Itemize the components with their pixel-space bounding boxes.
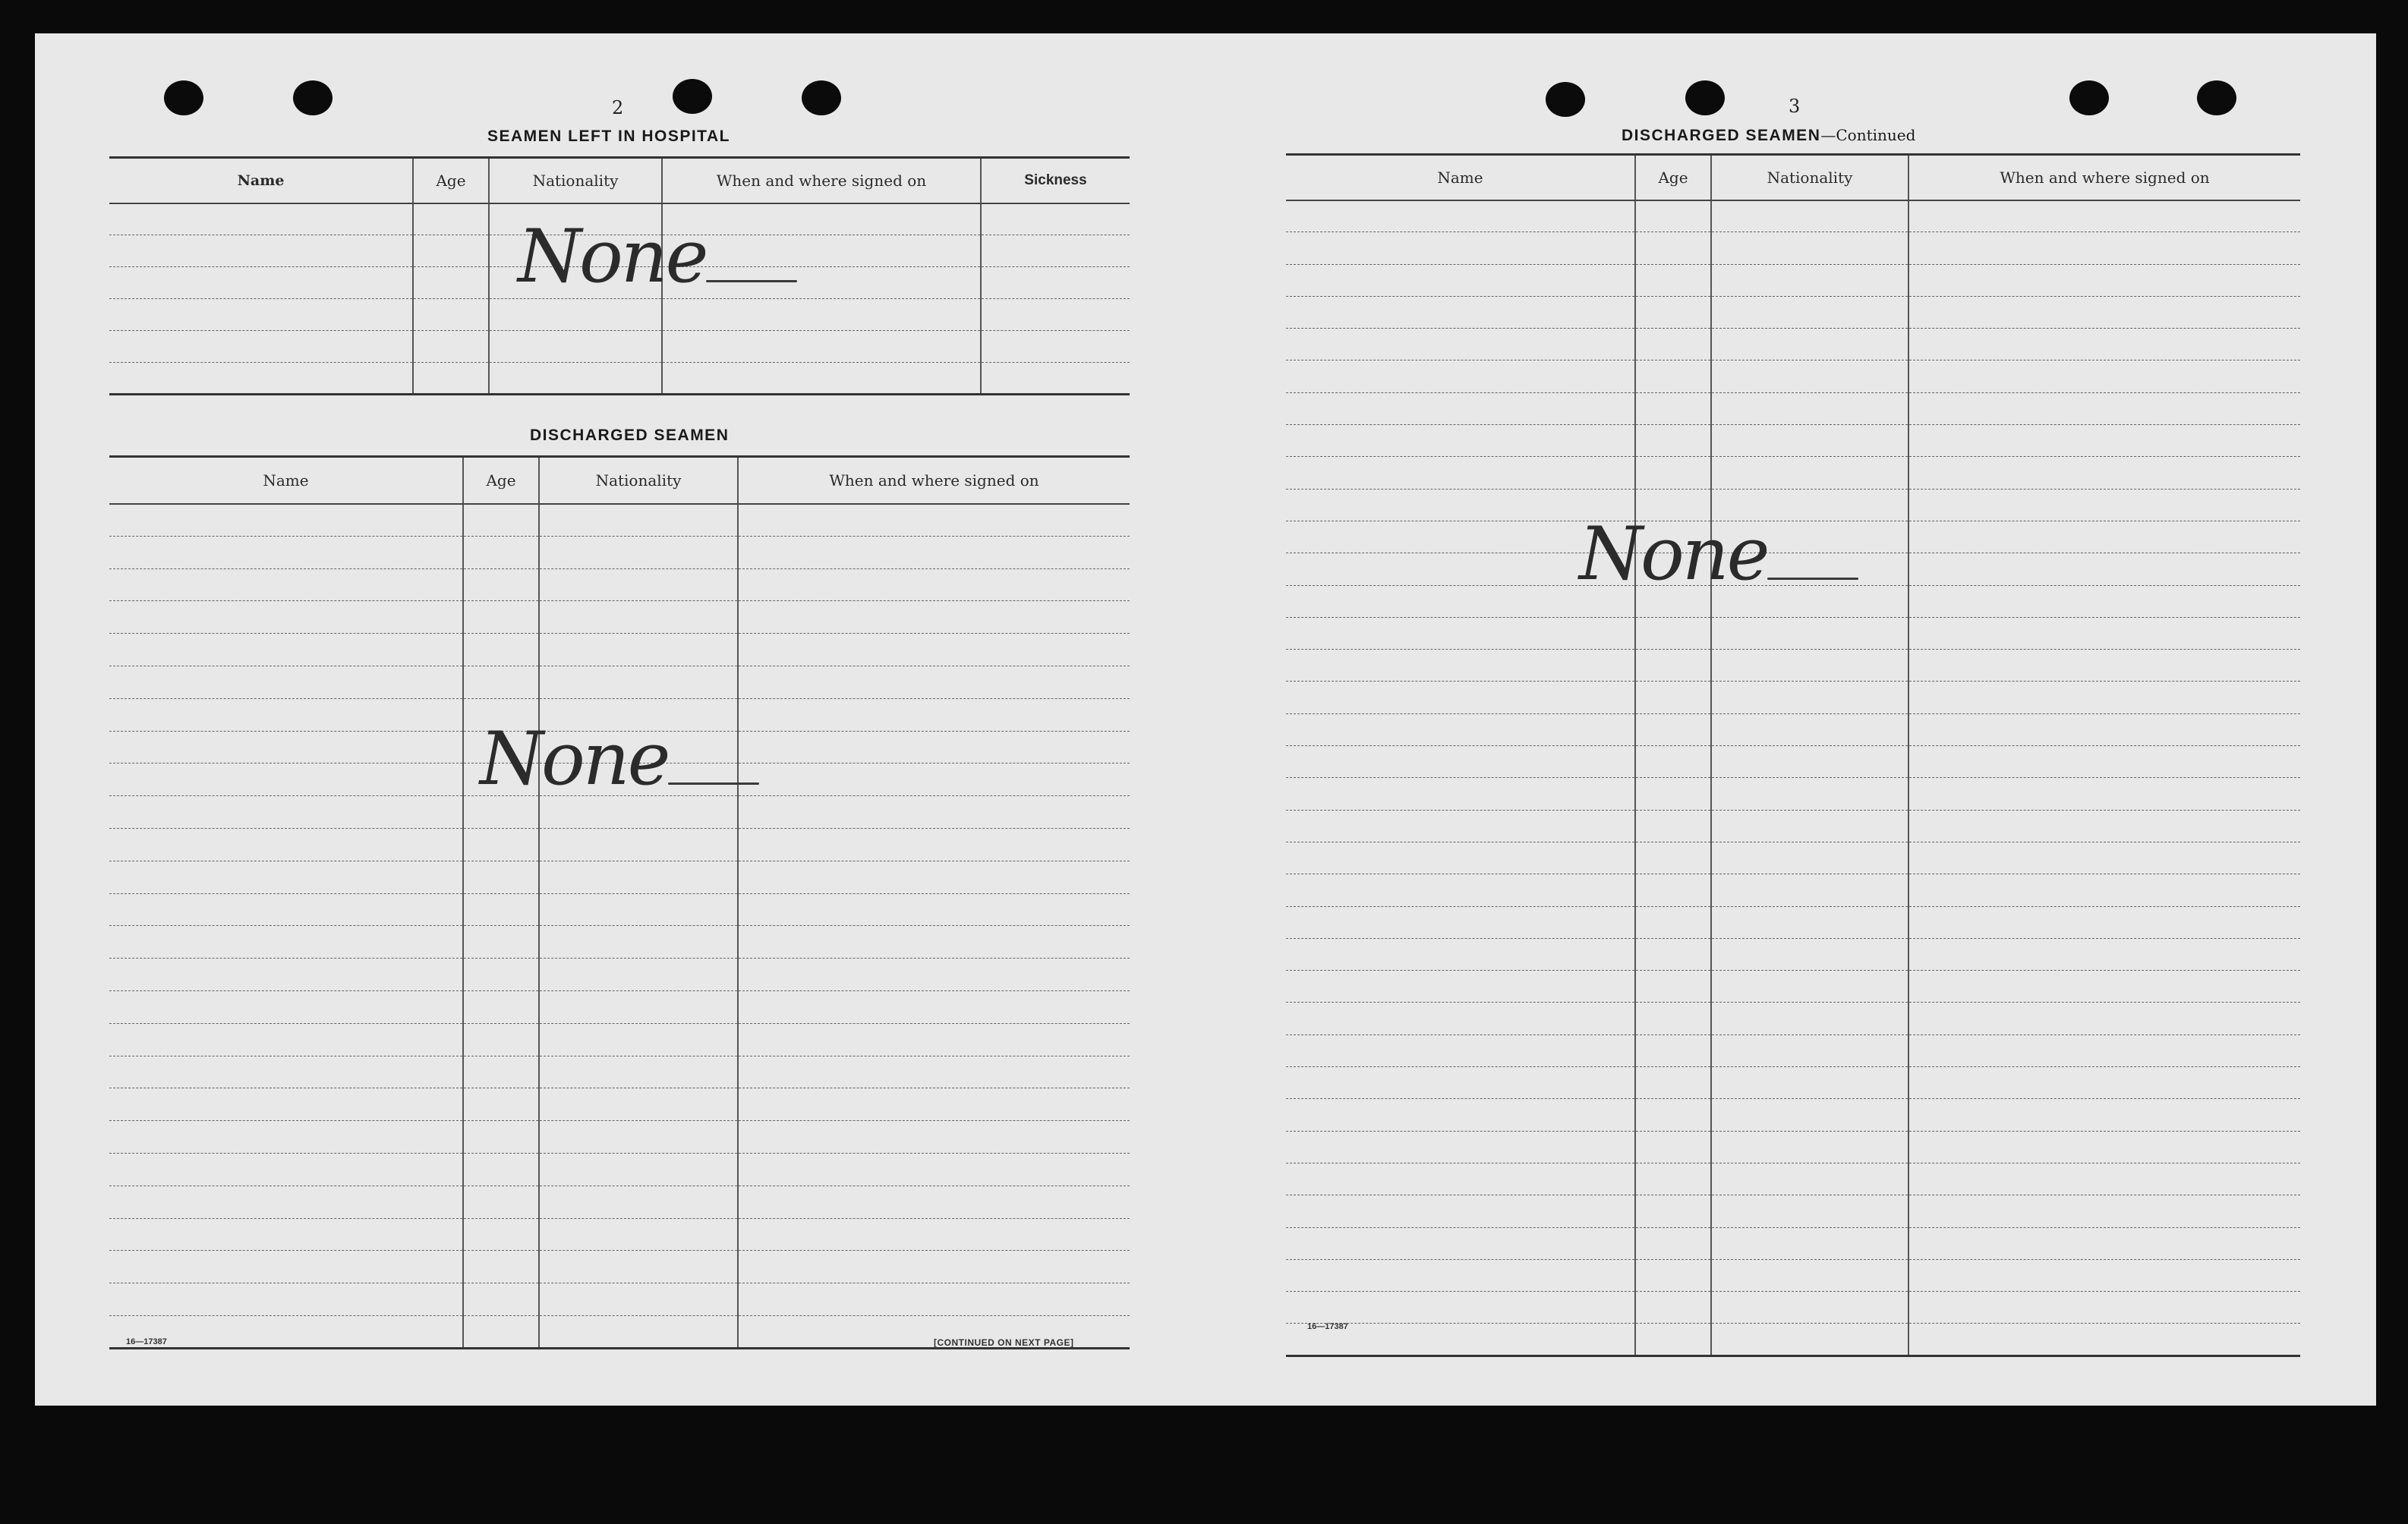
discharged-rows — [109, 504, 1130, 1349]
continued-col-nationality: Nationality — [1711, 155, 1908, 200]
continued-note: [CONTINUED ON NEXT PAGE] — [934, 1337, 1074, 1348]
hospital-section-title: SEAMEN LEFT IN HOSPITAL — [487, 128, 730, 145]
right-title-suffix: —Continued — [1820, 126, 1916, 144]
hospital-col-nationality: Nationality — [489, 158, 662, 203]
discharged-col-age: Age — [463, 457, 539, 504]
hospital-handwritten-entry: None — [518, 214, 707, 299]
continued-handwritten-entry: None — [1579, 512, 1768, 597]
punch-hole — [1685, 80, 1725, 115]
continued-col-name: Name — [1286, 155, 1635, 200]
continued-col-age: Age — [1635, 155, 1711, 200]
punch-hole — [293, 80, 333, 115]
right-section-title — [1622, 126, 1915, 145]
punch-hole — [1546, 82, 1585, 117]
left-form-number: 16—17387 — [126, 1337, 167, 1346]
punch-hole — [802, 80, 841, 115]
left-page-number: 2 — [612, 97, 624, 118]
discharged-handwritten-entry: None — [480, 716, 669, 801]
discharged-col-nationality: Nationality — [539, 457, 738, 504]
punch-hole — [2197, 80, 2236, 115]
punch-hole — [164, 80, 203, 115]
continued-rows — [1286, 200, 2300, 1356]
document-sheet — [35, 33, 2376, 1406]
right-page-number: 3 — [1789, 96, 1801, 117]
discharged-col-signed-on: When and where signed on — [738, 457, 1130, 504]
hospital-col-signed-on: When and where signed on — [662, 158, 981, 203]
continued-col-signed-on: When and where signed on — [1908, 155, 2300, 200]
right-form-number: 16—17387 — [1307, 1322, 1348, 1331]
punch-hole — [2069, 80, 2109, 115]
discharged-continued-table — [1286, 153, 2300, 1357]
hospital-col-sickness: Sickness — [981, 158, 1130, 203]
discharged-col-name: Name — [109, 457, 463, 504]
right-title-text: DISCHARGED SEAMEN — [1622, 127, 1821, 144]
discharged-section-title: DISCHARGED SEAMEN — [530, 427, 730, 444]
hospital-col-name: Name — [109, 158, 413, 203]
discharged-table — [109, 455, 1130, 1349]
hospital-col-age: Age — [413, 158, 489, 203]
punch-hole — [673, 79, 712, 114]
